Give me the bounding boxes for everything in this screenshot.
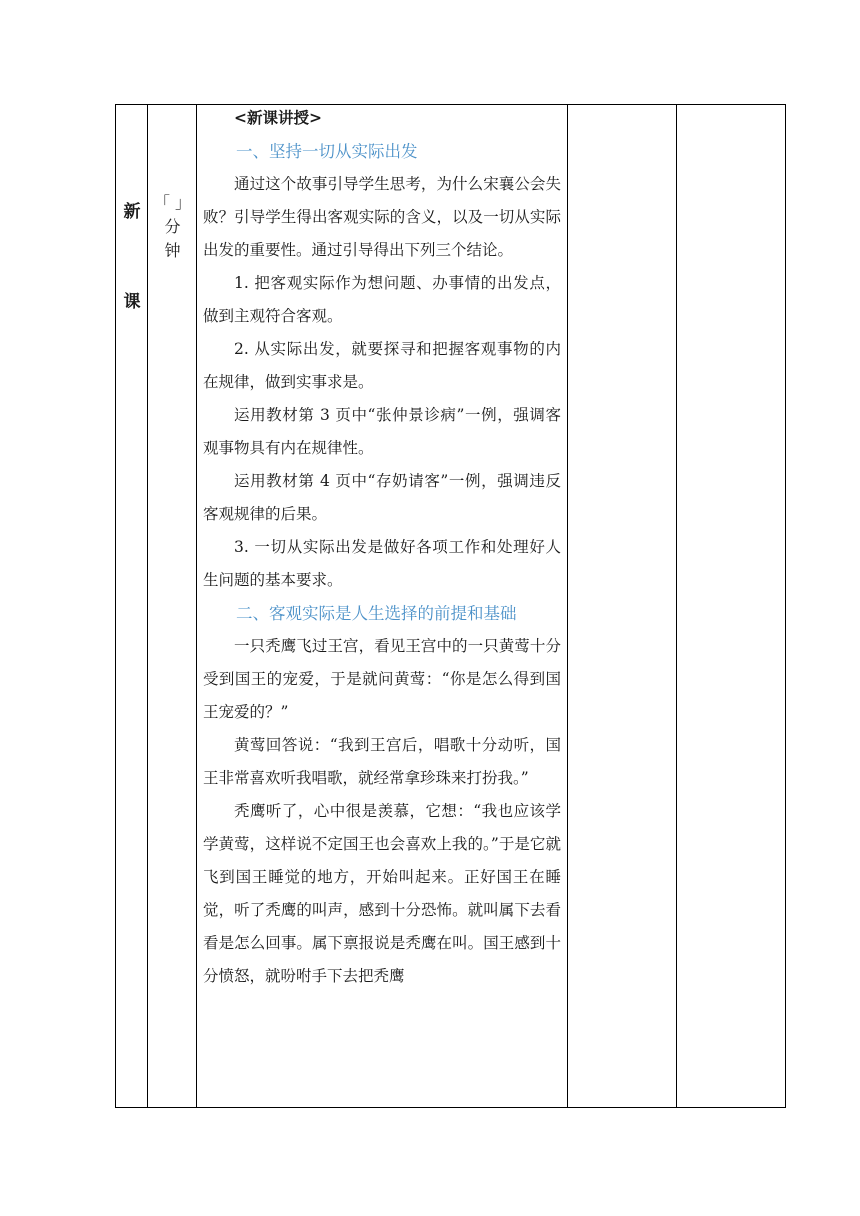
content-column bbox=[197, 105, 568, 1107]
lesson-content bbox=[203, 105, 561, 993]
time-unit-char: 分 bbox=[164, 217, 181, 236]
paragraph: 1. 把客观实际作为想问题、办事情的出发点，做到主观符合客观。 bbox=[203, 274, 561, 325]
paragraph: 通过这个故事引导学生思考，为什么宋襄公会失败？引导学生得出客观实际的含义，以及一切从实际出发的重要性。通过引导得出下列三个结论。 bbox=[203, 175, 561, 259]
time-unit-char: 钟 bbox=[164, 241, 181, 260]
paragraph: 黄莺回答说：“我到王宫后，唱歌十分动听，国王非常喜欢听我唱歌，就经常拿珍珠来打扮我。” bbox=[203, 736, 561, 787]
paragraph: 2. 从实际出发，就要探寻和把握客观事物的内在规律，做到实事求是。 bbox=[203, 340, 561, 391]
paragraph: 运用教材第 4 页中“存奶请客”一例，强调违反客观规律的后果。 bbox=[203, 472, 561, 523]
stage-column bbox=[116, 105, 148, 1107]
lesson-plan-table bbox=[115, 104, 786, 1108]
time-allocation bbox=[148, 191, 197, 263]
stage-label-char: 课 bbox=[123, 292, 141, 312]
paragraph: 运用教材第 3 页中“张仲景诊病”一例，强调客观事物具有内在规律性。 bbox=[203, 406, 561, 457]
paragraph: 秃鹰听了，心中很是羡慕，它想：“我也应该学学黄莺，这样说不定国王也会喜欢上我的。”于是它就飞到国王睡觉的地方，开始叫起来。正好国王在睡觉，听了秃鹰的叫声，感到十分恐怖。就叫属下去看看是怎么回事。属下禀报说是秃鹰在叫。国王感到十分愤怒，就吩咐手下去把秃鹰 bbox=[203, 802, 561, 985]
paragraph: 3. 一切从实际出发是做好各项工作和处理好人生问题的基本要求。 bbox=[203, 538, 561, 589]
stage-label-char: 新 bbox=[123, 202, 141, 222]
heading: 一、坚持一切从实际出发 bbox=[236, 142, 418, 161]
time-bracket: 「 」 bbox=[153, 193, 192, 212]
time-column bbox=[148, 105, 197, 1107]
paragraph: 一只秃鹰飞过王宫，看见王宫中的一只黄莺十分受到国王的宠爱，于是就问黄莺：“你是怎么得到国王宠爱的？” bbox=[203, 637, 561, 721]
heading: 二、客观实际是人生选择的前提和基础 bbox=[236, 604, 517, 623]
section-title: <新课讲授> bbox=[234, 108, 322, 127]
column-divider bbox=[676, 105, 677, 1107]
